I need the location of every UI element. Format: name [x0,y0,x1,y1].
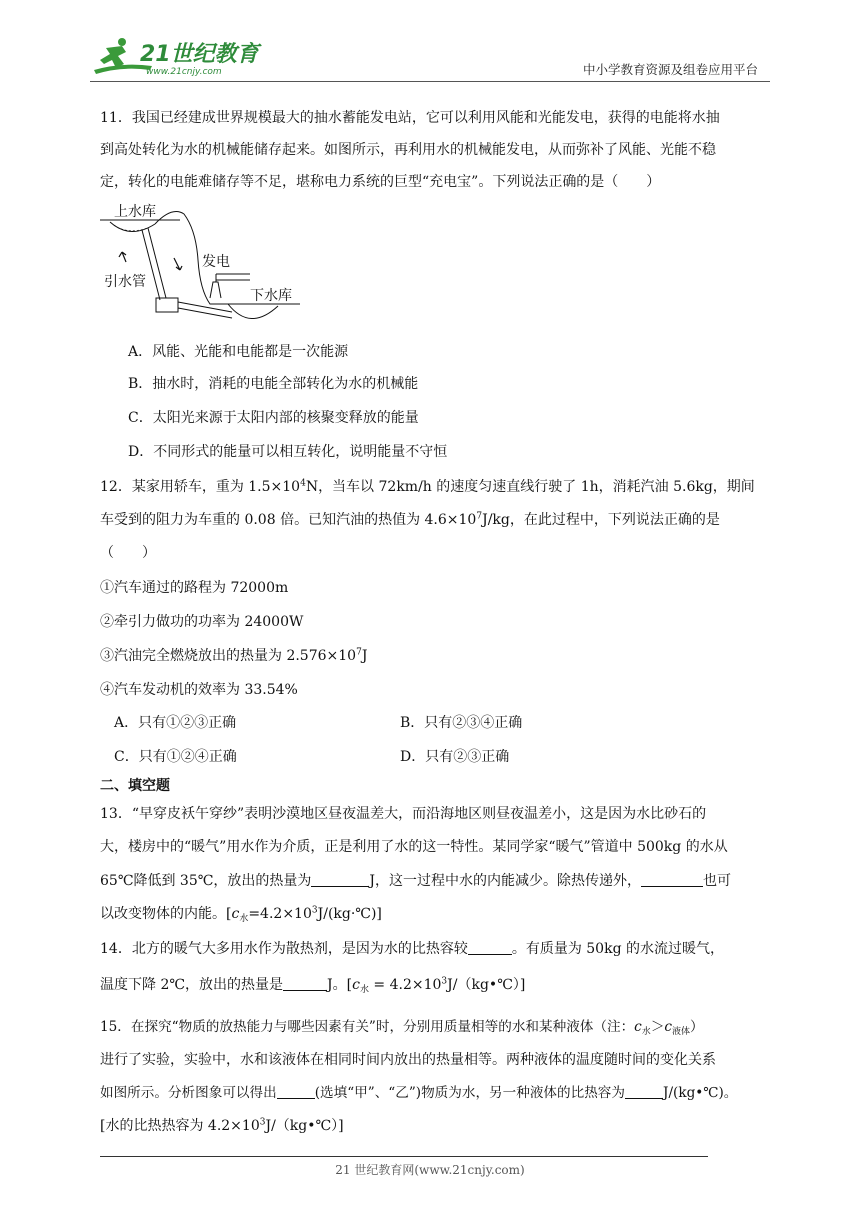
lower-pipe-bottom [178,308,232,318]
q15-blank-2 [625,1084,663,1099]
q12-statement-4: ④汽车发动机的效率为 33.54% [100,682,298,698]
q11-option-b: B．抽水时，消耗的电能全部转化为水的机械能 [128,376,419,392]
q15-line-3: 如图所示。分析图象可以得出 (选填“甲”、“乙”)物质为水，另一种液体的比热容为 J/(kg•℃)。 [100,1085,738,1101]
q13-line-2: 大，楼房中的“暖气”用水作为介质，正是利用了水的这一特性。某同学家“暖气”管道中 500kg 的水从 [100,839,728,855]
q11-line-2: 到高处转化为水的机械能储存起来。如图所示，再利用水的机械能发电，从而弥补了风能、光能不稳 [100,142,716,158]
upper-water [114,225,152,231]
q12-statement-1: ①汽车通过的路程为 72000m [100,580,289,596]
q13-blank-1 [311,872,369,887]
q12-line-1: 12．某家用轿车，重为 $1.5\times 10^4N$，当车以 72km/h 的速度匀速直线行驶了 1h，消耗汽油 5.6kg，期间 [100,478,755,495]
q12-statement-2: ②牵引力做功的功率为 24000W [100,614,304,630]
q15-line-1: 15．在探究“物质的放热能力与哪些因素有关”时，分别用质量相等的水和某种液体（注：$c_水>c_{液体}$） [100,1019,704,1037]
header-divider [90,81,770,82]
q13-blank-2 [641,872,703,887]
q14-blank-2 [283,976,327,991]
q12-line-2: 车受到的阻力为车重的 0.08 倍。已知汽油的热值为 $4.6\times 10^7J/kg$，在此过程中，下列说法正确的是 [100,511,720,528]
q11-line-1: 11．我国已经建成世界规模最大的抽水蓄能发电站，它可以利用风能和光能发电，获得的电能将水抽 [100,110,720,126]
arrow-down-icon [174,258,182,270]
q11-option-d: D．不同形式的能量可以相互转化，说明能量不守恒 [128,444,448,460]
label-generate: 发电 [202,254,230,270]
section-heading-fill-blank: 二、填空题 [100,778,170,794]
q14-line-2: 温度下降 2℃，放出的热量是 J。[$c_水$ = $4.2\times 10^3J/(kg•℃)$] [100,976,526,995]
arrow-up-icon [119,252,126,262]
q12-statement-3: ③汽油完全燃烧放出的热量为 $2.576\times 10^7J$ [100,647,368,664]
footer-divider [100,1156,708,1157]
q13-line-3: 65℃降低到 35℃，放出的热量为 J，这一过程中水的内能减少。除热传递外， 也可 [100,873,732,889]
q15-line-4: [水的比热热容为 $4.2\times 10^3J/(kg•℃)$] [100,1117,344,1134]
q14-line-1: 14．北方的暖气大多用水作为散热剂，是因为水的比热容较 。有质量为 50kg 的水流过暖气， [100,941,724,957]
q13-line-1: 13．“早穿皮袄午穿纱”表明沙漠地区昼夜温差大，而沿海地区则昼夜温差小，这是因为水比砂石的 [100,806,707,822]
q11-option-a: A．风能、光能和电能都是一次能源 [128,344,349,360]
label-upper-reservoir: 上水库 [114,204,156,220]
q12-line-3: （ ） [100,545,156,561]
q12-option-c: C．只有①②④正确 [114,749,237,765]
page-footer: 21 世纪教育网(www.21cnjy.com) [335,1163,525,1177]
q11-line-3: 定，转化的电能难储存等不足，堪称电力系统的巨型“充电宝”。下列说法正确的是（ ） [100,174,661,190]
label-lower-reservoir: 下水库 [250,288,292,304]
q11-option-c: C．太阳光来源于太阳内部的核聚变释放的能量 [128,410,419,426]
q12-option-d: D．只有②③正确 [400,749,510,765]
q14-blank-1 [468,940,512,955]
label-intake-pipe: 引水管 [104,274,146,290]
site-logo [92,34,262,78]
q15-blank-1 [277,1084,315,1099]
q15-line-2: 进行了实验，实验中，水和该液体在相同时间内放出的热量相等。两种液体的温度随时间的变化关系 [100,1052,716,1068]
page-header [90,30,770,82]
header-tagline: 中小学教育资源及组卷应用平台 [582,62,758,77]
pump-house [156,298,178,312]
lower-basin [228,304,278,319]
svg-text:www.21cnjy.com: www.21cnjy.com [146,67,222,77]
q12-option-a: A．只有①②③正确 [114,715,237,731]
pumped-storage-diagram [100,200,300,330]
q13-line-4: 以改变物体的内能。$[c_水=4.2\times 10^3J/(kg\cdot℃)]$ [100,905,382,924]
q12-option-b: B．只有②③④正确 [400,715,523,731]
svg-text:21世纪教育: 21世纪教育 [140,42,259,67]
generator-icon [210,282,221,298]
